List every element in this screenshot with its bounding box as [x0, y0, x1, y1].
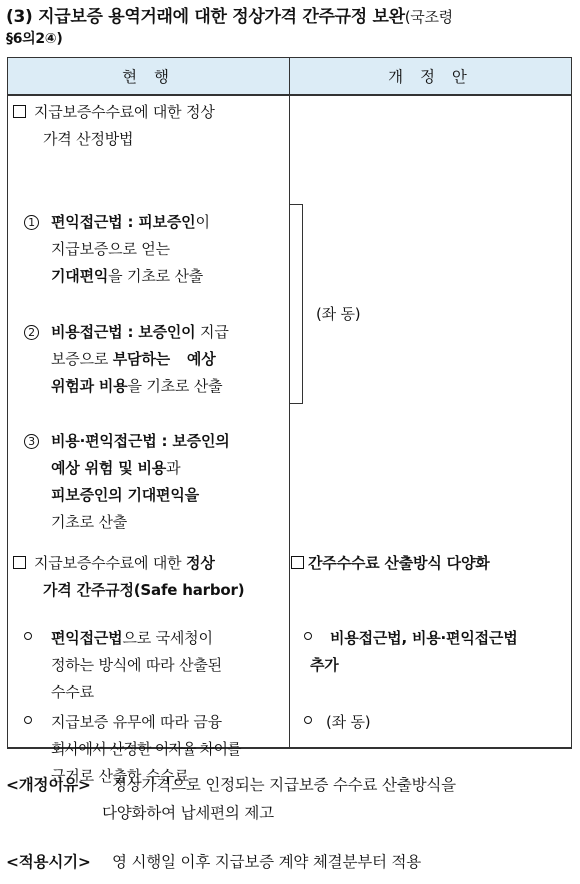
current-bullet-1: 편익접근법으로 국세청이 정하는 방식에 따라 산출된 수수료 [24, 625, 285, 706]
checkbox-square-icon [291, 556, 304, 569]
title-ref-cont: §6의2④) [6, 31, 63, 47]
circled-number-2-icon: 2 [24, 325, 39, 340]
proposed-section2-heading: 간주수수료 산출방식 다양화 [291, 550, 567, 577]
proposed-bullet-2: (좌 동) [304, 709, 567, 736]
method-item-2: 2 비용접근법 : 보증인이 지급 보증으로 부담하는 예상 위험과 비용을 기초로 산출 [24, 319, 285, 400]
bracket-line [290, 204, 303, 404]
method-item-3: 3 비용·편익접근법 : 보증인의 예상 위험 및 비용과 피보증인의 기대편익을 기초로 산출 [24, 428, 285, 536]
effective-date [6, 848, 574, 876]
header-proposed: 개 정 안 [290, 58, 572, 96]
header-current: 현 행 [8, 58, 290, 96]
method-item-1: 1 편익접근법 : 피보증인이 지급보증으로 얻는 기대편익을 기초로 산출 [24, 209, 285, 290]
title-main: (3) 지급보증 용역거래에 대한 정상가격 간주규정 보완 [6, 7, 405, 27]
current-column [8, 95, 290, 785]
bullet-circle-icon [304, 716, 312, 724]
reason-line-2: 다양화하여 납세편의 제고 [102, 804, 274, 822]
reason-label: <개정이유> [6, 776, 91, 794]
proposed-same-1: (좌 동) [316, 305, 361, 323]
title-ref: (국조령 [404, 8, 453, 26]
section-title [6, 6, 574, 50]
apply-label: <적용시기> [6, 853, 91, 871]
checkbox-square-icon [13, 105, 26, 118]
apply-text: 영 시행일 이후 지급보증 계약 체결분부터 적용 [112, 853, 422, 871]
proposed-bullet-1: 비용접근법, 비용·편익접근법 추가 [304, 625, 567, 679]
circled-number-3-icon: 3 [24, 434, 39, 449]
bullet-circle-icon [24, 716, 32, 724]
current-section2-heading: 지급보증수수료에 대한 정상 가격 간주규정(Safe harbor) [13, 550, 285, 604]
revision-reason [6, 771, 574, 827]
reason-line-1: 정상가격으로 인정되는 지급보증 수수료 산출방식을 [112, 776, 456, 794]
current-section1-heading: 지급보증수수료에 대한 정상 가격 산정방법 [13, 99, 285, 153]
bullet-circle-icon [24, 632, 32, 640]
proposed-column [290, 95, 572, 748]
bullet-circle-icon [304, 632, 312, 640]
checkbox-square-icon [13, 556, 26, 569]
current-bullet-2: 지급보증 유무에 따라 금융 회사에서 산정한 이자율 차이를 근거로 산출한 수수료 [24, 709, 289, 790]
circled-number-1-icon: 1 [24, 215, 39, 230]
